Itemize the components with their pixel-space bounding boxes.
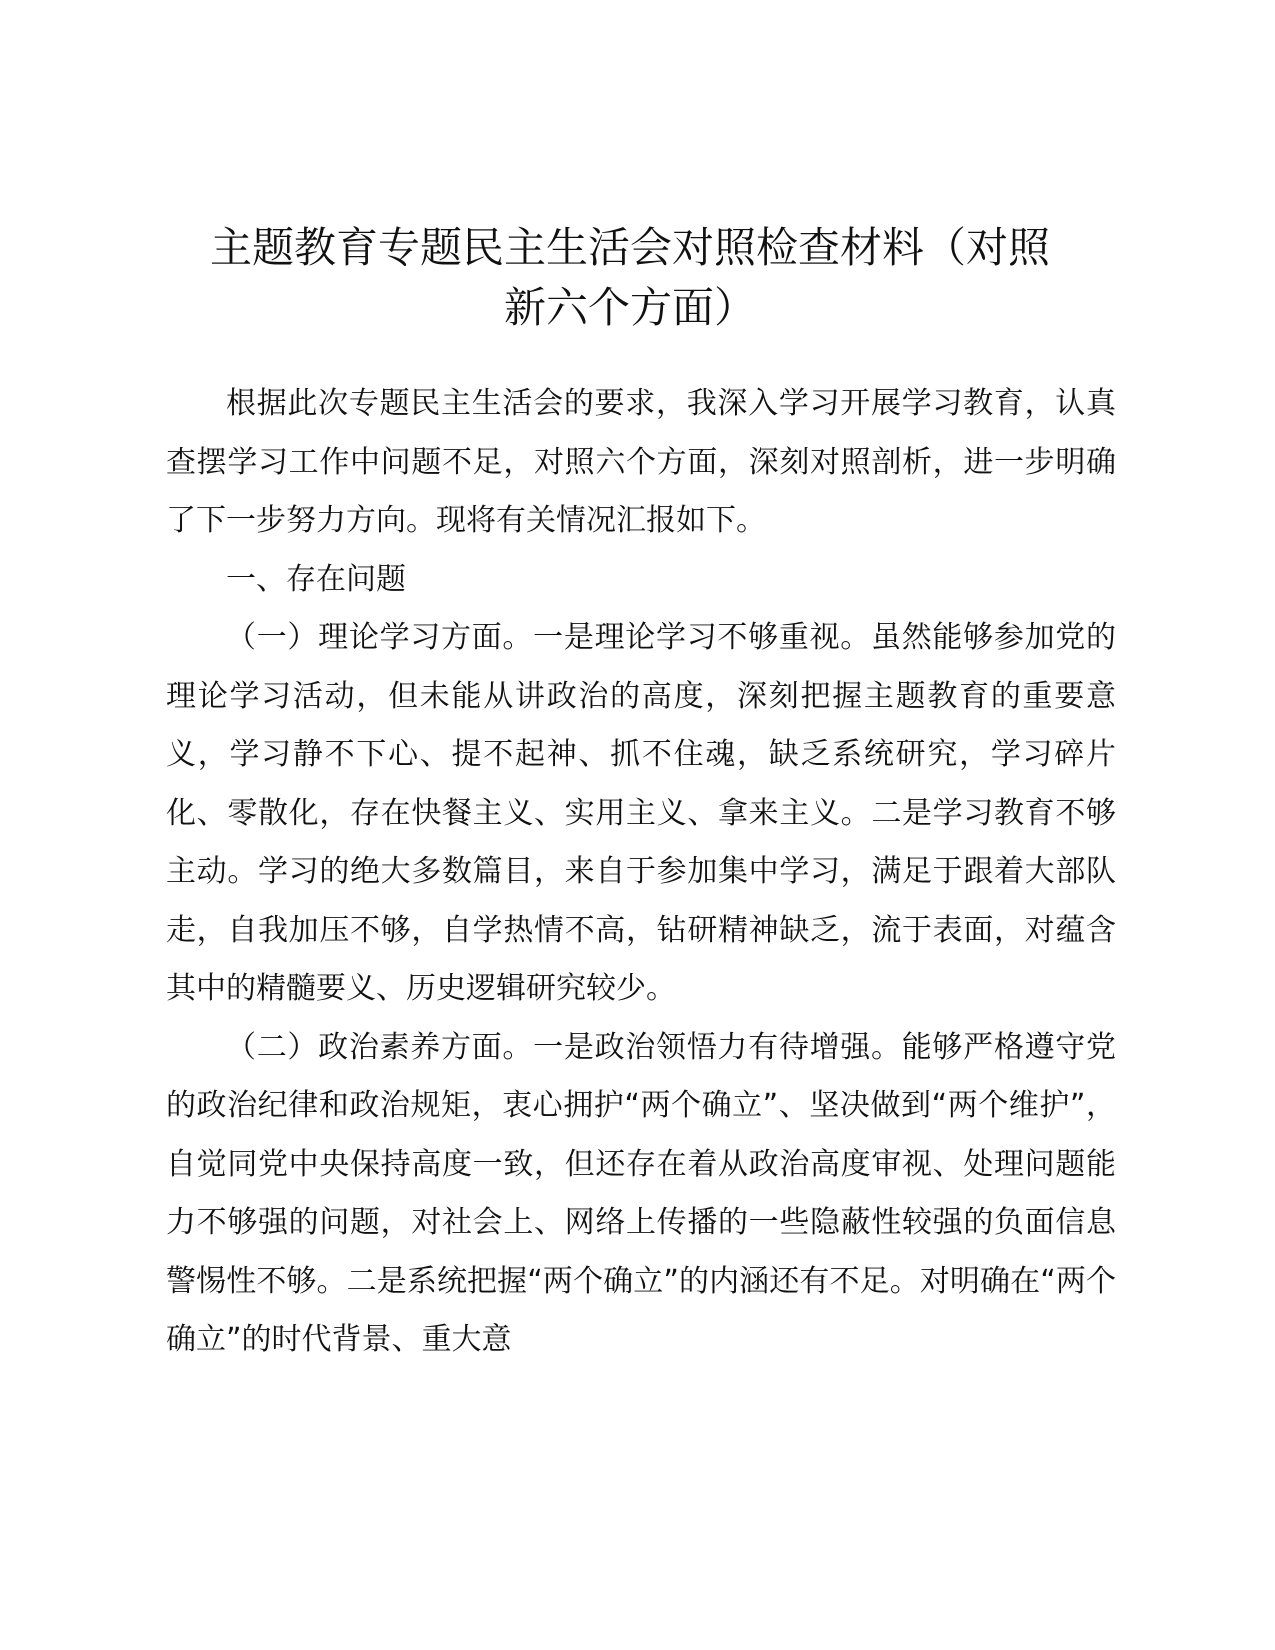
title-line-2: 新六个方面） xyxy=(503,283,756,332)
document-body xyxy=(166,375,1116,1370)
title-line-1: 主题教育专题民主生活会对照检查材料（对照 xyxy=(209,223,1050,272)
section-heading: 一、存在问题 xyxy=(226,561,406,597)
intro-paragraph: 根据此次专题民主生活会的要求，我深入学习开展学习教育，认真查摆学习工作中问题不足，对照六个方面，深刻对照剖析，进一步明确了下一步努力方向。现将有关情况汇报如下。 xyxy=(166,386,1116,538)
document-title xyxy=(150,218,1110,338)
political-quality-paragraph: （二）政治素养方面。一是政治领悟力有待增强。能够严格遵守党的政治纪律和政治规矩，衷心拥护“两个确立”、坚决做到“两个维护”，自觉同党中央保持高度一致，但还存在着从政治高度审视、处理问题能力不够强的问题，对社会上、网络上传播的一些隐蔽性较强的负面信息警惕性不够。二是系统把握“两个确立”的内涵还有不足。对明确在“两个确立”的时代背景、重大意 xyxy=(166,1029,1116,1357)
theory-study-paragraph: （一）理论学习方面。一是理论学习不够重视。虽然能够参加党的理论学习活动，但未能从讲政治的高度，深刻把握主题教育的重要意义，学习静不下心、提不起神、抓不住魂，缺乏系统研究，学习碎片化、零散化，存在快餐主义、实用主义、拿来主义。二是学习教育不够主动。学习的绝大多数篇目，来自于参加集中学习，满足于跟着大部队走，自我加压不够，自学热情不高，钻研精神缺乏，流于表面，对蕴含其中的精髓要义、历史逻辑研究较少。 xyxy=(166,620,1116,1006)
